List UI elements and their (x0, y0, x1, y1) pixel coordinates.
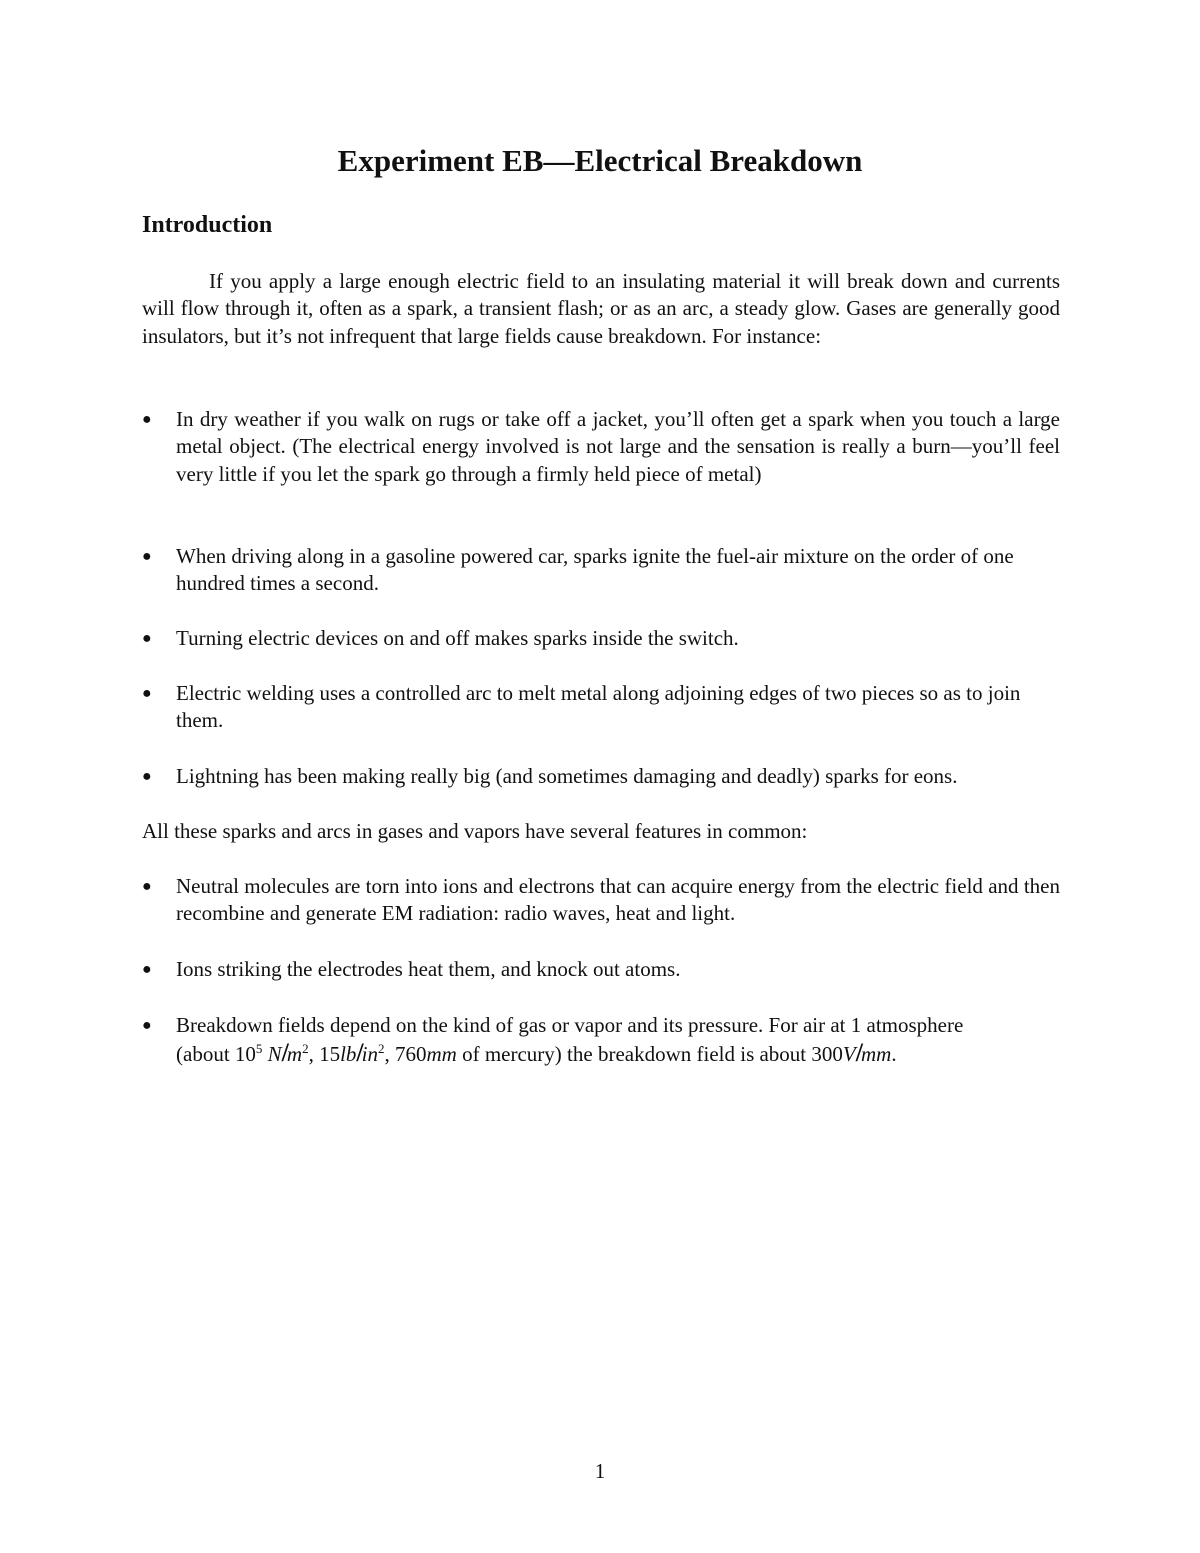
bullet-icon: ● (142, 768, 152, 785)
list-item (142, 406, 1060, 488)
separator-760: , 760 (384, 1042, 427, 1067)
bullet-icon: ● (142, 548, 152, 565)
list-item-text: Ions striking the electrodes heat them, and knock out atoms. (176, 957, 681, 981)
page-title: Experiment EB—Electrical Breakdown (337, 143, 863, 178)
list-item-text: In dry weather if you walk on rugs or take off a jacket, you’ll often get a spark when you touch a large metal object. (The electrical energy involved is not large and the sensation is really a burn—you’ll feel very little if you let the spark go through a firmly held piece of metal) (176, 407, 1060, 486)
unit-v: V (842, 1042, 856, 1067)
section-heading: Introduction (142, 212, 273, 238)
bullet-icon: ● (142, 630, 152, 647)
unit-mm: mm (860, 1042, 892, 1067)
bullet-icon: ● (142, 961, 152, 978)
list-item (142, 1012, 1060, 1069)
breakdown-line-1: Breakdown fields depend on the kind of gas or vapor and its pressure. For air at 1 atmosphere (176, 1013, 964, 1037)
list-item (142, 873, 1060, 928)
list-item-text: Turning electric devices on and off makes sparks inside the switch. (176, 626, 739, 650)
fraction-slash: / (855, 1038, 861, 1068)
about-prefix: (about 10 (176, 1042, 256, 1067)
list-item-text: Neutral molecules are torn into ions and electrons that can acquire energy from the electric field and then recombine and generate EM radiation: radio waves, heat and light. (176, 874, 1060, 926)
unit-n: N (267, 1042, 282, 1067)
bullet-icon: ● (142, 1017, 152, 1034)
list-item-text (176, 1012, 1060, 1069)
exponent-2: 2 (378, 1041, 385, 1057)
features-intro: All these sparks and arcs in gases and vapors have several features in common: (142, 819, 808, 843)
fraction-slash: / (281, 1038, 287, 1068)
fraction-slash: / (356, 1038, 362, 1068)
exponent-2: 2 (302, 1041, 309, 1057)
exponent-5: 5 (255, 1041, 263, 1057)
list-item-text: Lightning has been making really big (and sometimes damaging and deadly) sparks for eons. (176, 764, 958, 788)
breakdown-end: . (891, 1042, 897, 1067)
list-item (142, 543, 1060, 598)
list-item-text: When driving along in a gasoline powered car, sparks ignite the fuel-air mixture on the order of one hundred times a second. (176, 544, 1014, 596)
page-number: 1 (594, 1459, 606, 1483)
bullet-icon: ● (142, 411, 152, 428)
intro-paragraph: If you apply a large enough electric field to an insulating material it will break down and currents will flow through it, often as a spark, a transient flash; or as an arc, a steady glow. Gases are generally good insulators, but it’s not infrequent that large fields cause breakdown. For instance: (142, 269, 1060, 348)
list-item (142, 680, 1060, 735)
unit-m: m (286, 1042, 303, 1067)
breakdown-mid-text: of mercury) the breakdown field is about 300 (456, 1042, 843, 1067)
unit-mm: mm (426, 1042, 457, 1067)
separator-15: , 15 (308, 1042, 341, 1067)
unit-lb: lb (340, 1042, 357, 1067)
bullet-icon: ● (142, 685, 152, 702)
list-item (142, 625, 1060, 652)
bullet-icon: ● (142, 878, 152, 895)
unit-in: in (361, 1042, 378, 1067)
list-item (142, 763, 1060, 790)
list-item-text: Electric welding uses a controlled arc to melt metal along adjoining edges of two pieces so as to join them. (176, 681, 1021, 733)
breakdown-line-2 (176, 1038, 897, 1068)
list-item (142, 956, 1060, 983)
